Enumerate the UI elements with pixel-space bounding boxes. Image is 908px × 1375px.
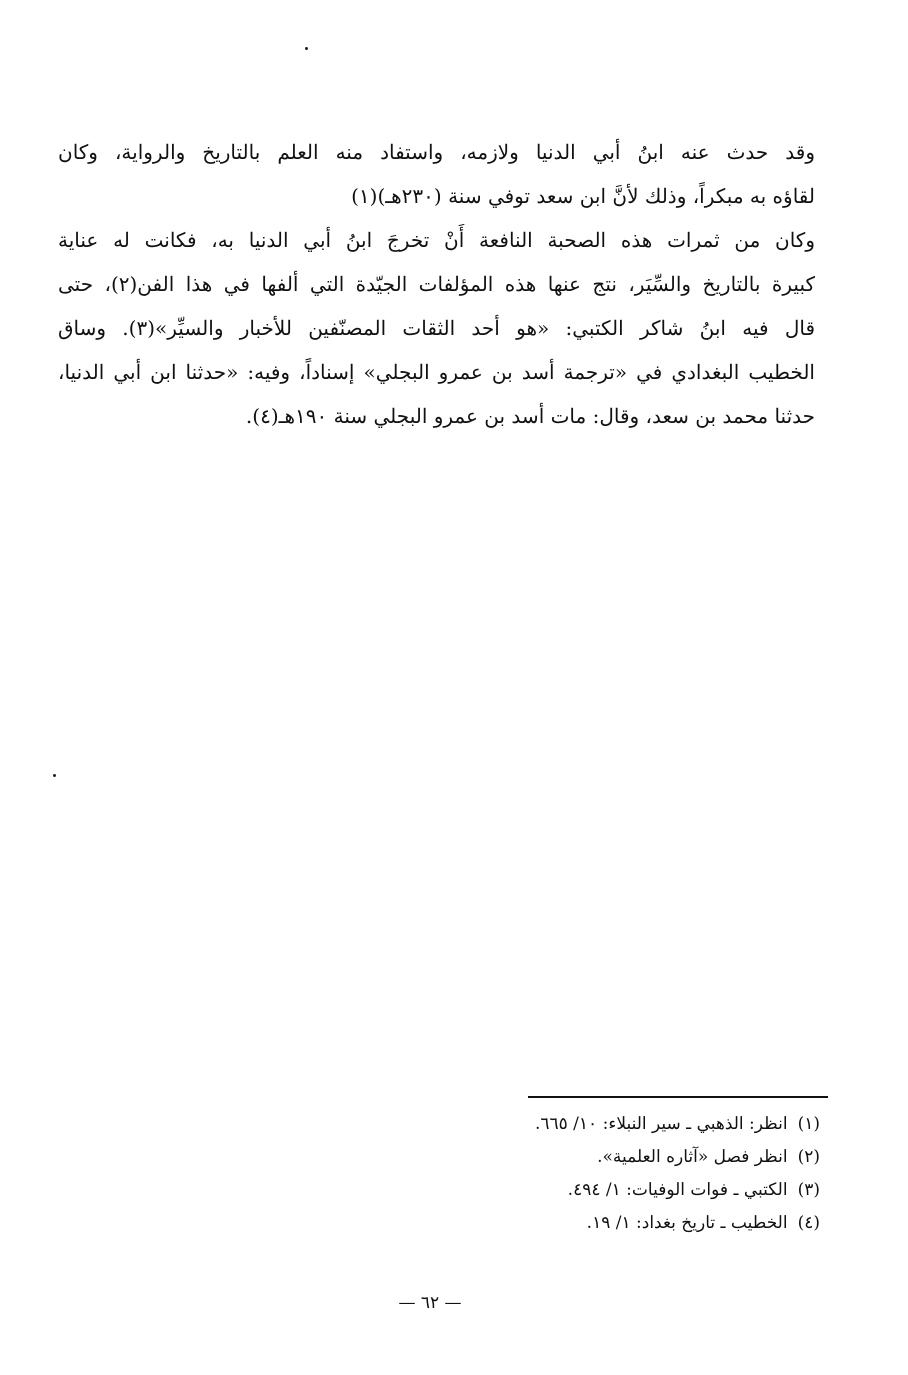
body-line-7: حدثنا محمد بن سعد، وقال: مات أسد بن عمرو البجلي سنة ١٩٠هـ(٤). (245, 404, 815, 428)
footnote-separator (528, 1096, 828, 1098)
footnote-3 (300, 1174, 820, 1207)
footnote-text: انظر فصل «آثاره العلمية». (597, 1147, 788, 1167)
footnote-1 (300, 1108, 820, 1141)
scan-speck (53, 774, 56, 777)
main-paragraph (58, 130, 815, 438)
footnote-number: (٤) (797, 1213, 820, 1233)
body-line-5: قال فيه ابنُ شاكر الكتبي: «هو أحد الثقات المصنّفين للأخبار والسيِّر»(٣). وساق (58, 316, 816, 340)
footnote-number: (١) (797, 1114, 820, 1134)
body-line-2: لقاؤه به مبكراً، وذلك لأنَّ ابن سعد توفي سنة (٢٣٠هـ)(١) (351, 184, 815, 208)
footnote-text: الخطيب ـ تاريخ بغداد: ١/ ١٩. (586, 1213, 788, 1233)
footnote-number: (٢) (797, 1147, 820, 1167)
body-line-3: وكان من ثمرات هذه الصحبة النافعة أَنْ تخرجَ ابنُ أبي الدنيا به، فكانت له عناية (58, 228, 815, 252)
footnotes (300, 1108, 820, 1240)
footnote-text: انظر: الذهبي ـ سير النبلاء: ١٠/ ٦٦٥. (534, 1114, 788, 1134)
page-number: — ٦٢ — (398, 1293, 462, 1313)
scan-speck (305, 47, 308, 50)
body-line-6: الخطيب البغدادي في «ترجمة أسد بن عمرو البجلي» إسناداً، وفيه: «حدثنا ابن أبي الدنيا، (58, 360, 815, 384)
footnote-text: الكتبي ـ فوات الوفيات: ١/ ٤٩٤. (567, 1180, 788, 1200)
footnote-number: (٣) (797, 1180, 820, 1200)
body-line-1: وقد حدث عنه ابنُ أبي الدنيا ولازمه، واستفاد منه العلم بالتاريخ والرواية، وكان (58, 140, 815, 164)
footnote-2 (300, 1141, 820, 1174)
body-line-4: كبيرة بالتاريخ والسِّيَر، نتج عنها هذه المؤلفات الجيّدة التي ألفها في هذا الفن(٢)، حتى (58, 272, 815, 296)
footnote-4 (300, 1207, 820, 1240)
